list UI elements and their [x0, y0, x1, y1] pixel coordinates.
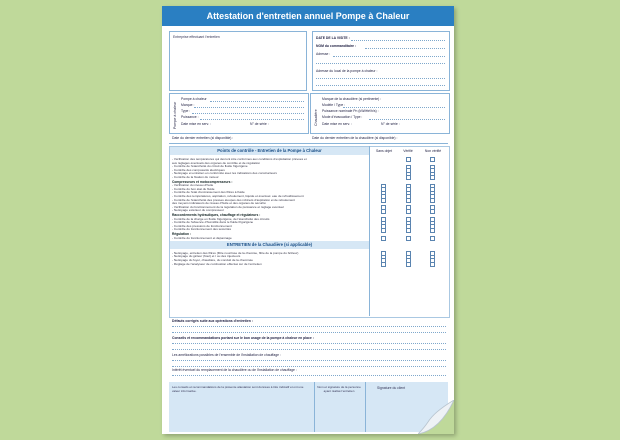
advice-field-2[interactable]: [172, 349, 446, 350]
pac-box: [169, 93, 309, 134]
checkbox-not-verified[interactable]: [430, 175, 435, 180]
check-item-label: - Contrôle de l'état d'encrassement des filtres à fluide: [172, 190, 245, 195]
check-item-label: - Vérification du fonctionnement de la régulation de puissance et réglage éventuel: [172, 204, 284, 209]
check-item-label: des moyens indicateurs de niveau d'huile et des organes de sécurité: [172, 201, 266, 206]
pac-field-3-line[interactable]: [200, 119, 304, 120]
check-item-label: - Contrôle du fonctionnement et dépannage: [172, 235, 232, 240]
check-item-label: - Nettoyage du gicleur (fioul) et / ou des injecteurs: [172, 254, 241, 259]
section-boiler-heading: ENTRETIEN de la Chaudière (si applicable): [170, 241, 369, 249]
improvements-field[interactable]: [172, 360, 446, 361]
checkbox-verified[interactable]: [406, 236, 411, 241]
col-divider: [369, 146, 370, 316]
checkbox-na[interactable]: [381, 228, 386, 233]
check-item-label: - Contrôle des composants électriques: [172, 167, 225, 172]
defects-field-2[interactable]: [172, 332, 446, 333]
check-item-label: - Vérification du niveau d'huile: [172, 183, 214, 188]
boiler-box: [310, 93, 450, 134]
checkbox-not-verified[interactable]: [430, 228, 435, 233]
boiler-field-0: Marque de la chaudière (si pertinente) :: [322, 97, 382, 101]
visit-date-field[interactable]: [351, 40, 445, 41]
last-visit-pac: Date du dernier entretien (si disponible) :: [172, 136, 234, 140]
checkbox-not-verified[interactable]: [430, 157, 435, 162]
check-group-heading: Régulation :: [172, 232, 192, 236]
company-box: [169, 31, 307, 91]
check-item-label: aux réglages éventuels des organes de contrôle et de régulation: [172, 160, 261, 165]
checkbox-verified[interactable]: [406, 228, 411, 233]
pac-side-label: Pompe à chaleur: [173, 101, 177, 129]
check-item-label: - Contrôle de l'absence d'humidité dans le fluide frigorigène: [172, 220, 254, 225]
checkbox-not-verified[interactable]: [430, 262, 435, 267]
footer-note: Les conseils et recommandations de la présente attestation sont données à titre indicatif et ont une valeur informative.: [172, 385, 304, 393]
check-item-label: - Contrôle des pressions de fonctionnement: [172, 223, 232, 228]
advice-label: Conseils et recommandations portant sur le bon usage de la pompe à chaleur en place :: [172, 336, 314, 340]
pac-field-5: N° de série :: [250, 122, 269, 126]
boiler-field-1-line[interactable]: [343, 107, 445, 108]
client-name-field[interactable]: [365, 48, 445, 49]
advice-field[interactable]: [172, 343, 446, 344]
pac-field-4: Date mise en serv. :: [181, 122, 211, 126]
boiler-field-3-line[interactable]: [369, 119, 445, 120]
check-item-label: - Nettoyage et entretien en conformité avec les indications des constructeurs: [172, 171, 277, 176]
client-name-label: NOM du commanditaire :: [316, 44, 357, 48]
visit-box: [312, 31, 450, 91]
address-field-2[interactable]: [316, 63, 445, 64]
boiler-field-2: Puissance nominale Pn (kW/été/h/s) :: [322, 109, 379, 113]
pac-field-1: Marque :: [181, 103, 195, 107]
checkbox-verified[interactable]: [406, 262, 411, 267]
pac-field-2: Type :: [181, 109, 191, 113]
checkbox-not-verified[interactable]: [430, 198, 435, 203]
check-group-heading: Compresseurs et motocompresseurs :: [172, 179, 233, 184]
pac-field-0-line[interactable]: [210, 101, 304, 102]
check-item-label: - Contrôle de l'étanchéité des presses étoupes des robinets d'aspiration et de refoulement: [172, 197, 295, 202]
replacement-label: Intérêt éventuel du remplacement de la chaudière ou de l'installation de chauffage :: [172, 368, 297, 372]
boiler-field-1: Modèle / Type :: [322, 103, 346, 107]
improvements-label: Les améliorations possibles de l'ensemble de l'installation de chauffage :: [172, 353, 281, 357]
boiler-field-4: Date mise en serv. :: [322, 122, 352, 126]
place-field-2[interactable]: [316, 85, 445, 86]
col-header-not-verified: Non vérifié: [424, 149, 442, 153]
visit-date-label: DATE DE LA VISITE :: [316, 36, 350, 40]
check-item-label: - Contrôle de l'étanchéité du circuit de fluide frigorigène: [172, 164, 248, 169]
checkbox-na[interactable]: [381, 236, 386, 241]
col-header-na: Sans objet: [375, 149, 393, 153]
boiler-field-5: N° de série :: [381, 122, 400, 126]
checkbox-na[interactable]: [381, 209, 386, 214]
check-item-label: - Nettoyage, entretien des filtres (filtre nourrisse de la chemise, filtre de la pompe du brûleur): [172, 250, 299, 255]
improvements-field-2[interactable]: [172, 366, 446, 367]
last-visit-boiler: Date du dernier entretien de la chaudière (si disponible) :: [312, 136, 398, 140]
place-field[interactable]: [316, 78, 445, 79]
pac-field-3: Puissance :: [181, 115, 199, 119]
defects-label: Défauts corrigés suite aux opérations d'entretien :: [172, 319, 253, 323]
technician-signature-label: Nom et signature de la personne ayant réalisé l'entretien: [317, 385, 361, 393]
section-pac-heading: Points de contrôle - Entretien de la Pompe à Chaleur: [170, 147, 369, 155]
attestation-sheet: [162, 6, 454, 434]
check-item-label: - Réglage de l'analyseur de combustion effectué sur de l'entretien: [172, 261, 262, 266]
check-item-label: - Contrôle des températures, aspiration, refoulement, liquide et éventuel. eau de refroidissement: [172, 194, 304, 198]
checkbox-not-verified[interactable]: [430, 236, 435, 241]
client-signature-label: Signature du client: [377, 386, 406, 390]
checkbox-verified[interactable]: [406, 209, 411, 214]
checkbox-verified[interactable]: [406, 157, 411, 162]
replacement-field[interactable]: [172, 375, 446, 376]
check-item-label: - Nettoyage du foyer, chaudière, du conduit de la cheminée: [172, 257, 254, 262]
boiler-field-3: Mode d'évacuation / Type :: [322, 115, 363, 119]
place-label: Adresse du local de la pompe à chaleur :: [316, 69, 378, 73]
address-field[interactable]: [333, 56, 445, 57]
boiler-side-label: Chaudière: [314, 109, 318, 126]
checkbox-not-verified[interactable]: [430, 209, 435, 214]
checkbox-na[interactable]: [381, 198, 386, 203]
pac-field-1-line[interactable]: [194, 107, 304, 108]
checkbox-na[interactable]: [381, 262, 386, 267]
check-item-label: - Contrôle de la charge en fluide frigorigène, de l'étanchéité des circuits: [172, 216, 270, 221]
footer-divider-1: [314, 382, 315, 432]
check-item-label: - Contrôle du bon état du fluide: [172, 186, 215, 191]
pac-field-0: Pompe à chaleur: [181, 97, 207, 101]
page-curl-icon: [418, 400, 454, 434]
check-item-label: - Contrôle de la fixation du moteur: [172, 175, 219, 179]
col-header-verified: Vérifié: [403, 149, 413, 153]
check-item-label: - Vérification des températures qui devront être conformes aux conditions d'exploitation prévues et: [172, 157, 307, 161]
document-title: Attestation d'entretien annuel Pompe à Chaleur: [162, 6, 454, 26]
check-item-label: - Nettoyage extérieur du compresseur: [172, 208, 224, 213]
company-box-label: Entreprise effectuant l'entretien: [173, 35, 220, 39]
check-item-label: - Contrôle du fonctionnement des sécurités: [172, 227, 231, 232]
check-group-heading: Raccordements hydrauliques, chauffage et régulateurs :: [172, 213, 261, 217]
checkbox-verified[interactable]: [406, 175, 411, 180]
address-label: Adresse :: [316, 52, 331, 56]
divider: [169, 143, 448, 144]
defects-field[interactable]: [172, 326, 446, 327]
checkbox-verified[interactable]: [406, 198, 411, 203]
pac-field-2-line[interactable]: [192, 113, 304, 114]
footer-divider-2: [365, 382, 366, 432]
